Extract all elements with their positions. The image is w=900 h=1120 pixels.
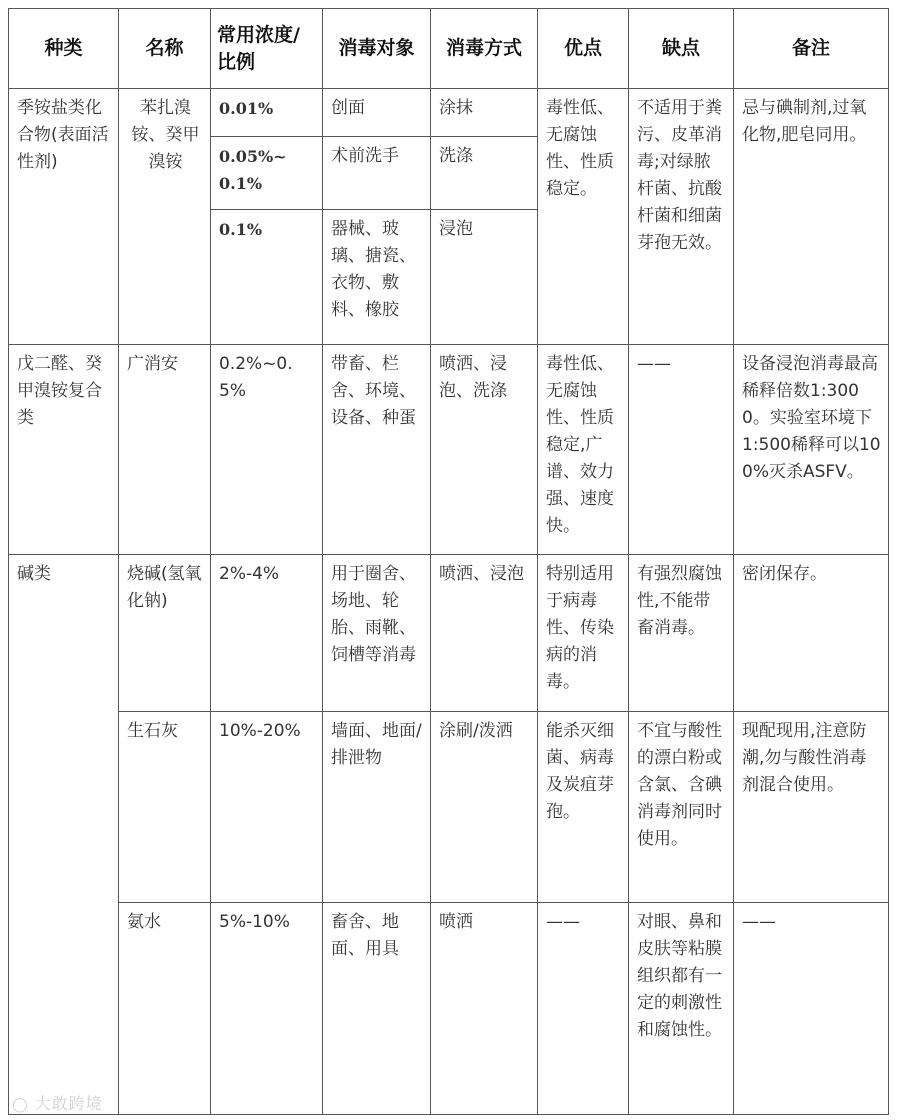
header-row [9,9,889,89]
target-cell: 器械、玻璃、搪瓷、衣物、敷料、橡胶 [323,210,431,345]
target-cell: 畜舍、地面、用具 [323,903,431,1115]
header-target: 消毒对象 [323,9,431,89]
disinfectant-table [8,8,889,1115]
method-cell: 喷洒、浸泡 [431,555,538,712]
target-cell: 术前洗手 [323,137,431,210]
pros-cell: 能杀灭细菌、病毒及炭疽芽孢。 [538,712,629,903]
quat-pros-cell: 毒性低、无腐蚀性、性质稳定。 [538,89,629,345]
concentration-cell: 0.01% [211,89,323,137]
header-method: 消毒方式 [431,9,538,89]
glutaral-cons-cell: —— [629,345,734,555]
glutaral-type-cell: 戊二醛、癸甲溴铵复合类 [9,345,119,555]
note-cell: 现配现用,注意防潮,勿与酸性消毒剂混合使用。 [734,712,889,903]
method-cell: 涂抹 [431,89,538,137]
glutaral-target-cell: 带畜、栏舍、环境、设备、种蛋 [323,345,431,555]
quat-name-cell: 苯扎溴铵、癸甲溴铵 [119,89,211,345]
concentration-cell: 10%-20% [211,712,323,903]
table-row [9,555,889,712]
quat-cons-cell: 不适用于粪污、皮革消毒;对绿脓杆菌、抗酸杆菌和细菌芽孢无效。 [629,89,734,345]
target-cell: 用于圈舍、场地、轮胎、雨靴、饲槽等消毒 [323,555,431,712]
method-cell: 浸泡 [431,210,538,345]
concentration-cell: 0.1% [211,210,323,345]
header-name: 名称 [119,9,211,89]
header-cons: 缺点 [629,9,734,89]
watermark [12,1091,103,1114]
glutaral-name-cell: 广消安 [119,345,211,555]
header-concentration: 常用浓度/比例 [211,9,323,89]
note-cell: 密闭保存。 [734,555,889,712]
glutaral-method-cell: 喷洒、浸泡、洗涤 [431,345,538,555]
table-row [9,903,889,1115]
target-cell: 墙面、地面/排泄物 [323,712,431,903]
chat-bubble-icon: ◯ [12,1097,29,1113]
header-pros: 优点 [538,9,629,89]
pros-cell: 特别适用于病毒性、传染病的消毒。 [538,555,629,712]
name-cell: 氨水 [119,903,211,1115]
concentration-cell: 2%-4% [211,555,323,712]
target-cell: 创面 [323,89,431,137]
name-cell: 烧碱(氢氧化钠) [119,555,211,712]
header-note: 备注 [734,9,889,89]
name-cell: 生石灰 [119,712,211,903]
alkali-type-cell: 碱类 [9,555,119,1115]
quat-note-cell: 忌与碘制剂,过氧化物,肥皂同用。 [734,89,889,345]
concentration-cell: 0.05%~ 0.1% [211,137,323,210]
watermark-text: 大敢跨境 [34,1094,103,1113]
table-row [9,712,889,903]
glutaral-note-cell: 设备浸泡消毒最高稀释倍数1:3000。实验室环境下1:500稀释可以100%灭杀ASFV。 [734,345,889,555]
method-cell: 洗涤 [431,137,538,210]
cons-cell: 有强烈腐蚀性,不能带畜消毒。 [629,555,734,712]
header-type: 种类 [9,9,119,89]
pros-cell: —— [538,903,629,1115]
glutaral-pros-cell: 毒性低、无腐蚀性、性质稳定,广谱、效力强、速度快。 [538,345,629,555]
table-row [9,89,889,137]
cons-cell: 对眼、鼻和皮肤等粘膜组织都有一定的刺激性和腐蚀性。 [629,903,734,1115]
concentration-cell: 5%-10% [211,903,323,1115]
method-cell: 喷洒 [431,903,538,1115]
cons-cell: 不宜与酸性的漂白粉或含氯、含碘消毒剂同时使用。 [629,712,734,903]
note-cell: —— [734,903,889,1115]
method-cell: 涂刷/泼洒 [431,712,538,903]
table-row [9,345,889,555]
glutaral-concentration-cell: 0.2%~0.5% [211,345,323,555]
quat-type-cell: 季铵盐类化合物(表面活性剂) [9,89,119,345]
